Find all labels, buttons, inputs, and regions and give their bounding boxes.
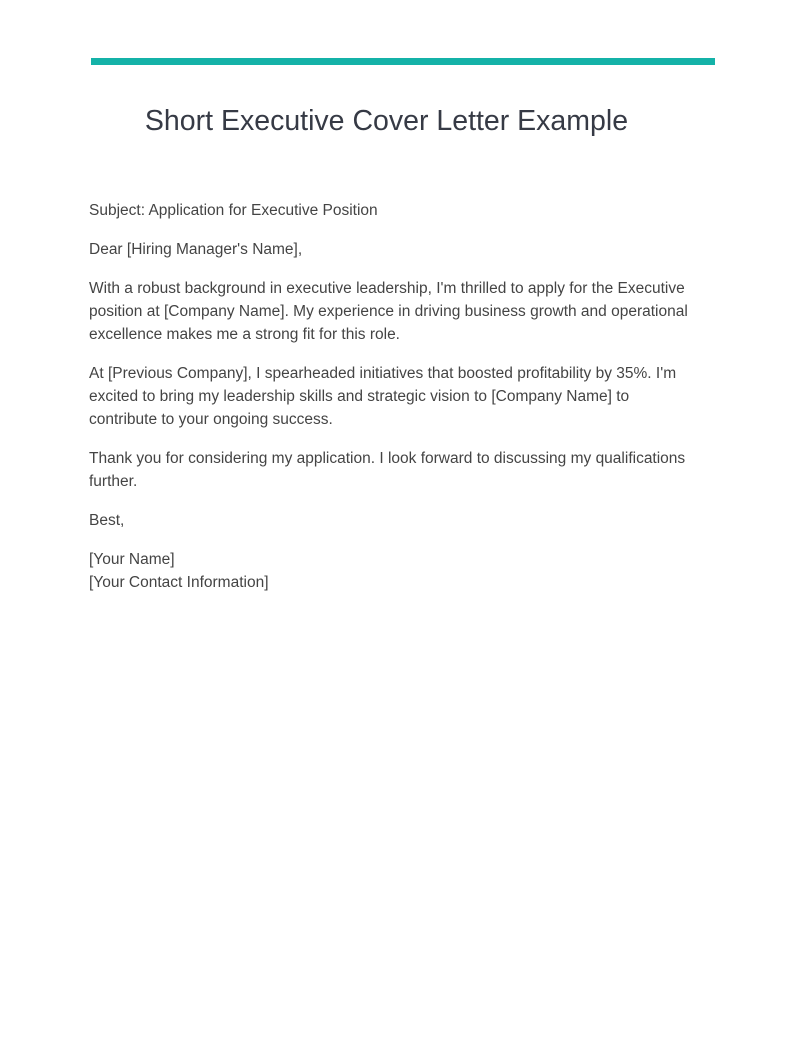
top-accent-bar	[91, 58, 715, 65]
letter-closing: Best,	[89, 512, 125, 529]
signature-contact: [Your Contact Information]	[89, 574, 269, 591]
page-title: Short Executive Cover Letter Example	[144, 105, 629, 137]
letter-salutation: Dear [Hiring Manager's Name],	[89, 241, 303, 258]
letter-subject: Subject: Application for Executive Position	[89, 202, 378, 219]
letter-paragraph-intro: With a robust background in executive leadership, I'm thrilled to apply for the Executive position at [Company Name]. My experience in driving business growth and operational excellence makes me a strong fit for this role.	[89, 280, 688, 343]
signature-name: [Your Name]	[89, 551, 175, 568]
letter-paragraph-thanks: Thank you for considering my application. I look forward to discussing my qualifications further.	[89, 450, 686, 490]
letter-body	[89, 199, 689, 610]
letter-signature	[89, 548, 689, 594]
letter-paragraph-experience: At [Previous Company], I spearheaded initiatives that boosted profitability by 35%. I'm excited to bring my leadership skills and strategic vision to [Company Name] to contribute to your ongoing success.	[89, 365, 677, 428]
